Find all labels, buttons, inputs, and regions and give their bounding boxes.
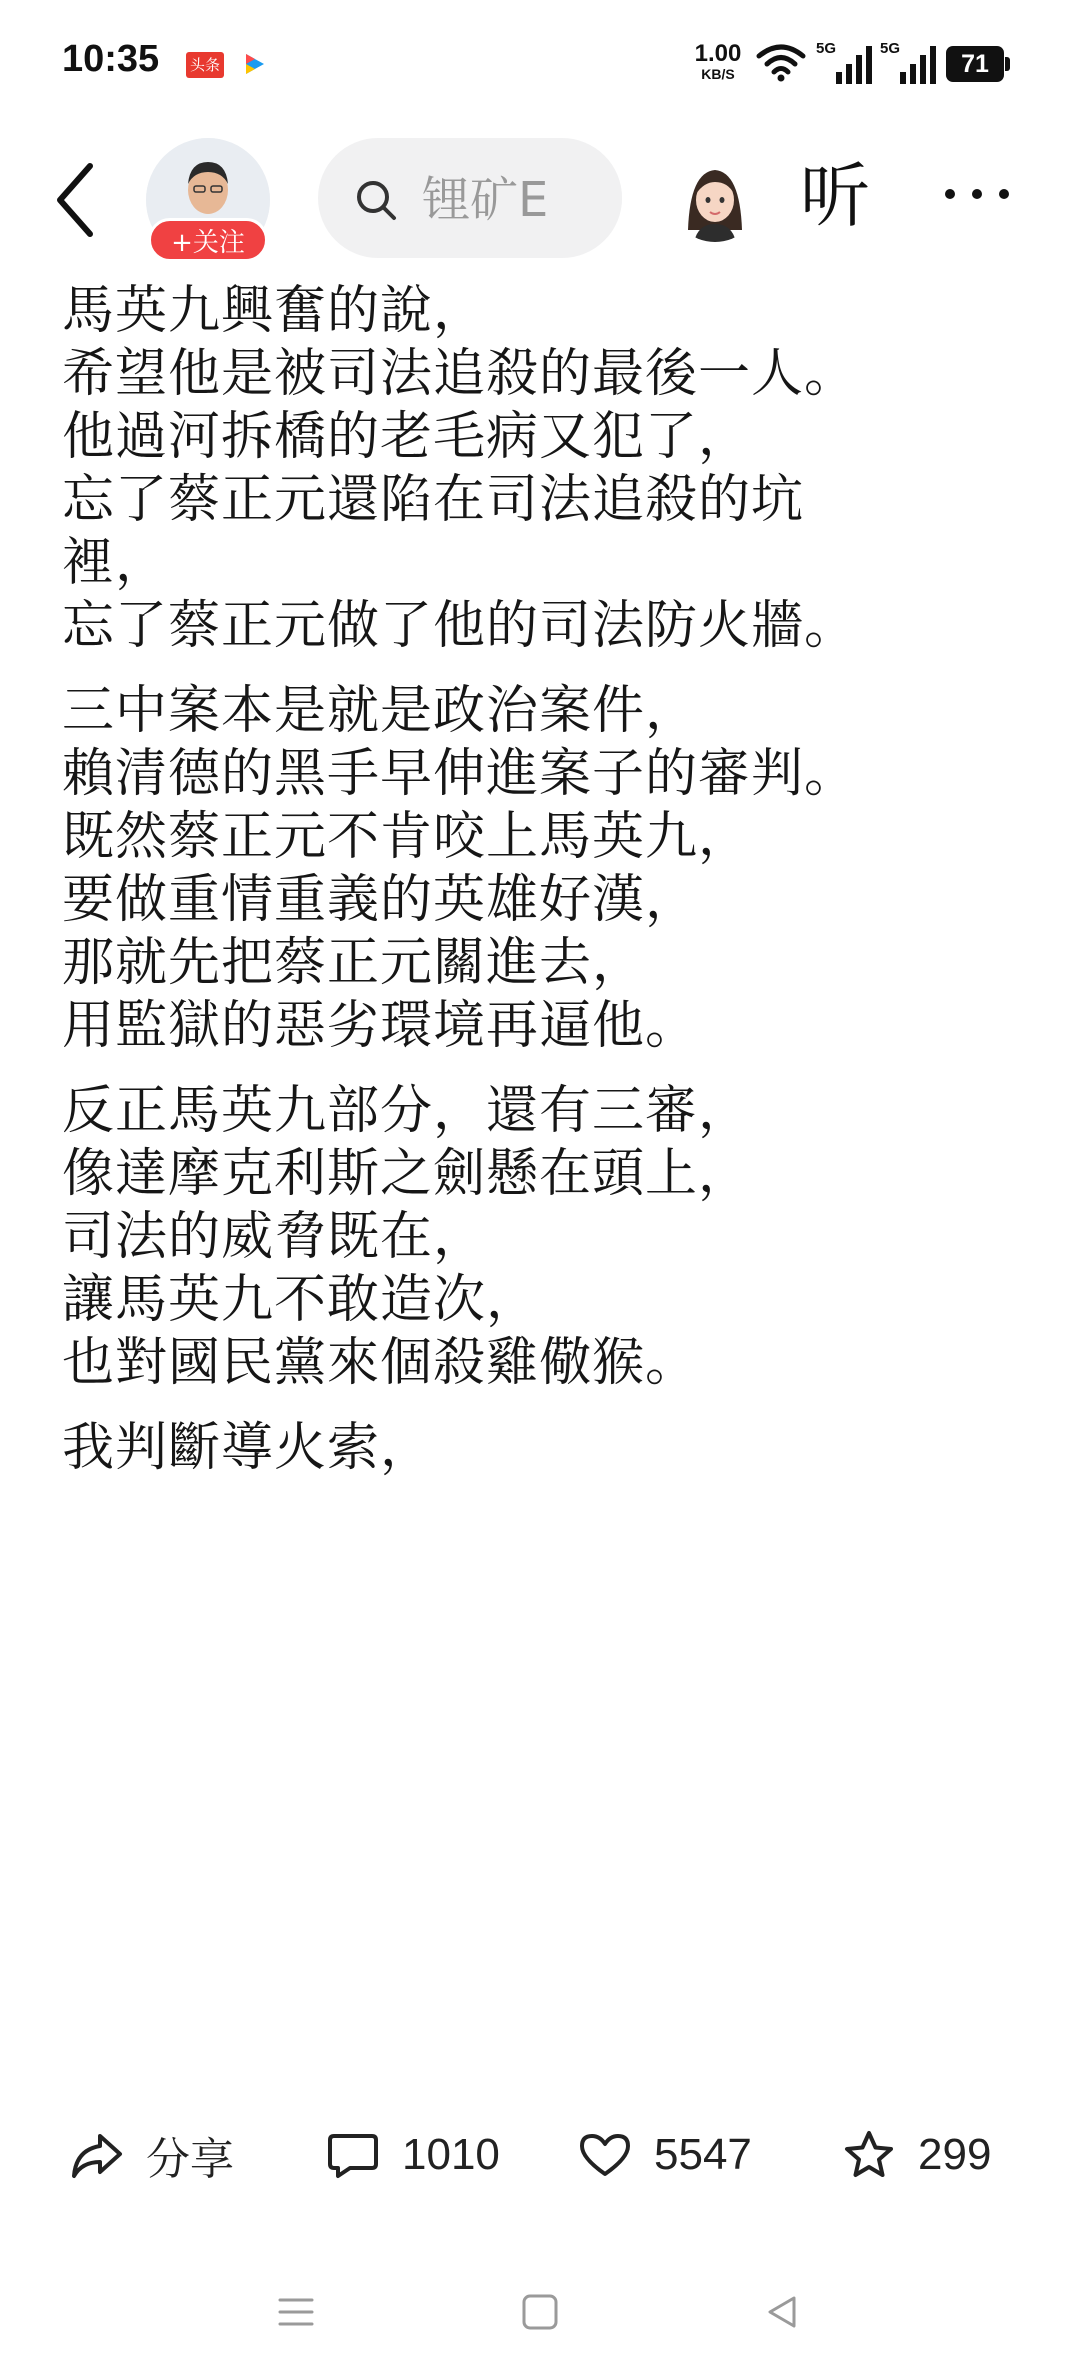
status-time: 10:35: [62, 38, 160, 80]
text-line: 那就先把蔡正元關進去，: [62, 933, 646, 993]
text-line: 我判斷導火索，: [62, 1418, 434, 1478]
search-icon: [354, 178, 398, 222]
article-body: [62, 280, 1042, 1502]
comment-count: 1010: [402, 2130, 500, 2179]
text-line: 要做重情重義的英雄好漢，: [62, 870, 699, 930]
listen-button[interactable]: 听: [800, 155, 870, 237]
search-query: 锂矿E: [422, 172, 549, 228]
text-line: 忘了蔡正元做了他的司法防火牆。: [62, 596, 858, 656]
back-nav-icon[interactable]: [762, 2292, 802, 2332]
text-line: 馬英九興奮的說，: [62, 281, 487, 341]
favorite-button[interactable]: [842, 2100, 991, 2210]
share-button[interactable]: [70, 2100, 234, 2210]
text-line: 也對國民黨來個殺雞儆猴。: [62, 1333, 699, 1393]
wifi-icon: [756, 42, 806, 82]
paragraph: [62, 1080, 1042, 1395]
action-bar: [0, 2100, 1080, 2210]
comment-button[interactable]: [326, 2100, 500, 2210]
text-line: 他過河拆橋的老毛病又犯了，: [62, 407, 752, 467]
menu-icon[interactable]: [276, 2292, 316, 2332]
star-icon: [842, 2129, 896, 2181]
like-button[interactable]: [578, 2100, 752, 2210]
system-nav-bar: [0, 2250, 1080, 2376]
paragraph: [62, 1417, 1042, 1480]
status-bar: [0, 0, 1080, 130]
paragraph: [62, 680, 1042, 1058]
comment-icon: [326, 2130, 380, 2180]
video-app-icon: [240, 50, 268, 78]
signal-5g-2-icon: 5G: [880, 40, 936, 84]
battery-level: 71: [946, 46, 1004, 82]
more-options-icon[interactable]: [940, 174, 1014, 214]
heart-icon: [578, 2130, 632, 2180]
signal-5g-1-icon: 5G: [816, 40, 872, 84]
toutiao-app-icon: 头条: [186, 52, 224, 78]
text-line: 裡，: [62, 533, 169, 593]
article-header: [0, 130, 1080, 270]
text-line: 用監獄的惡劣環境再逼他。: [62, 996, 699, 1056]
text-line: 忘了蔡正元還陷在司法追殺的坑: [62, 470, 805, 530]
paragraph: [62, 280, 1042, 658]
share-label: 分享: [146, 2135, 234, 2184]
text-line: 讓馬英九不敢造次，: [62, 1270, 540, 1330]
like-count: 5547: [654, 2130, 752, 2179]
share-icon: [70, 2130, 124, 2180]
search-bar[interactable]: [318, 138, 622, 258]
back-icon[interactable]: [50, 160, 100, 240]
network-speed: 1.00 KB/S: [694, 40, 742, 82]
voice-reader-avatar[interactable]: [670, 152, 760, 242]
battery-icon: [946, 46, 1010, 82]
author-avatar-group[interactable]: [146, 138, 270, 262]
text-line: 司法的威脅既在，: [62, 1207, 487, 1267]
text-line: 既然蔡正元不肯咬上馬英九，: [62, 807, 752, 867]
text-line: 賴清德的黑手早伸進案子的審判。: [62, 744, 858, 804]
favorite-count: 299: [918, 2130, 992, 2179]
home-icon[interactable]: [520, 2292, 560, 2332]
text-line: 像達摩克利斯之劍懸在頭上，: [62, 1144, 752, 1204]
text-line: 三中案本是就是政治案件，: [62, 681, 699, 741]
follow-button[interactable]: +关注: [148, 218, 268, 262]
text-line: 反正馬英九部分，還有三審，: [62, 1081, 752, 1141]
text-line: 希望他是被司法追殺的最後一人。: [62, 344, 858, 404]
